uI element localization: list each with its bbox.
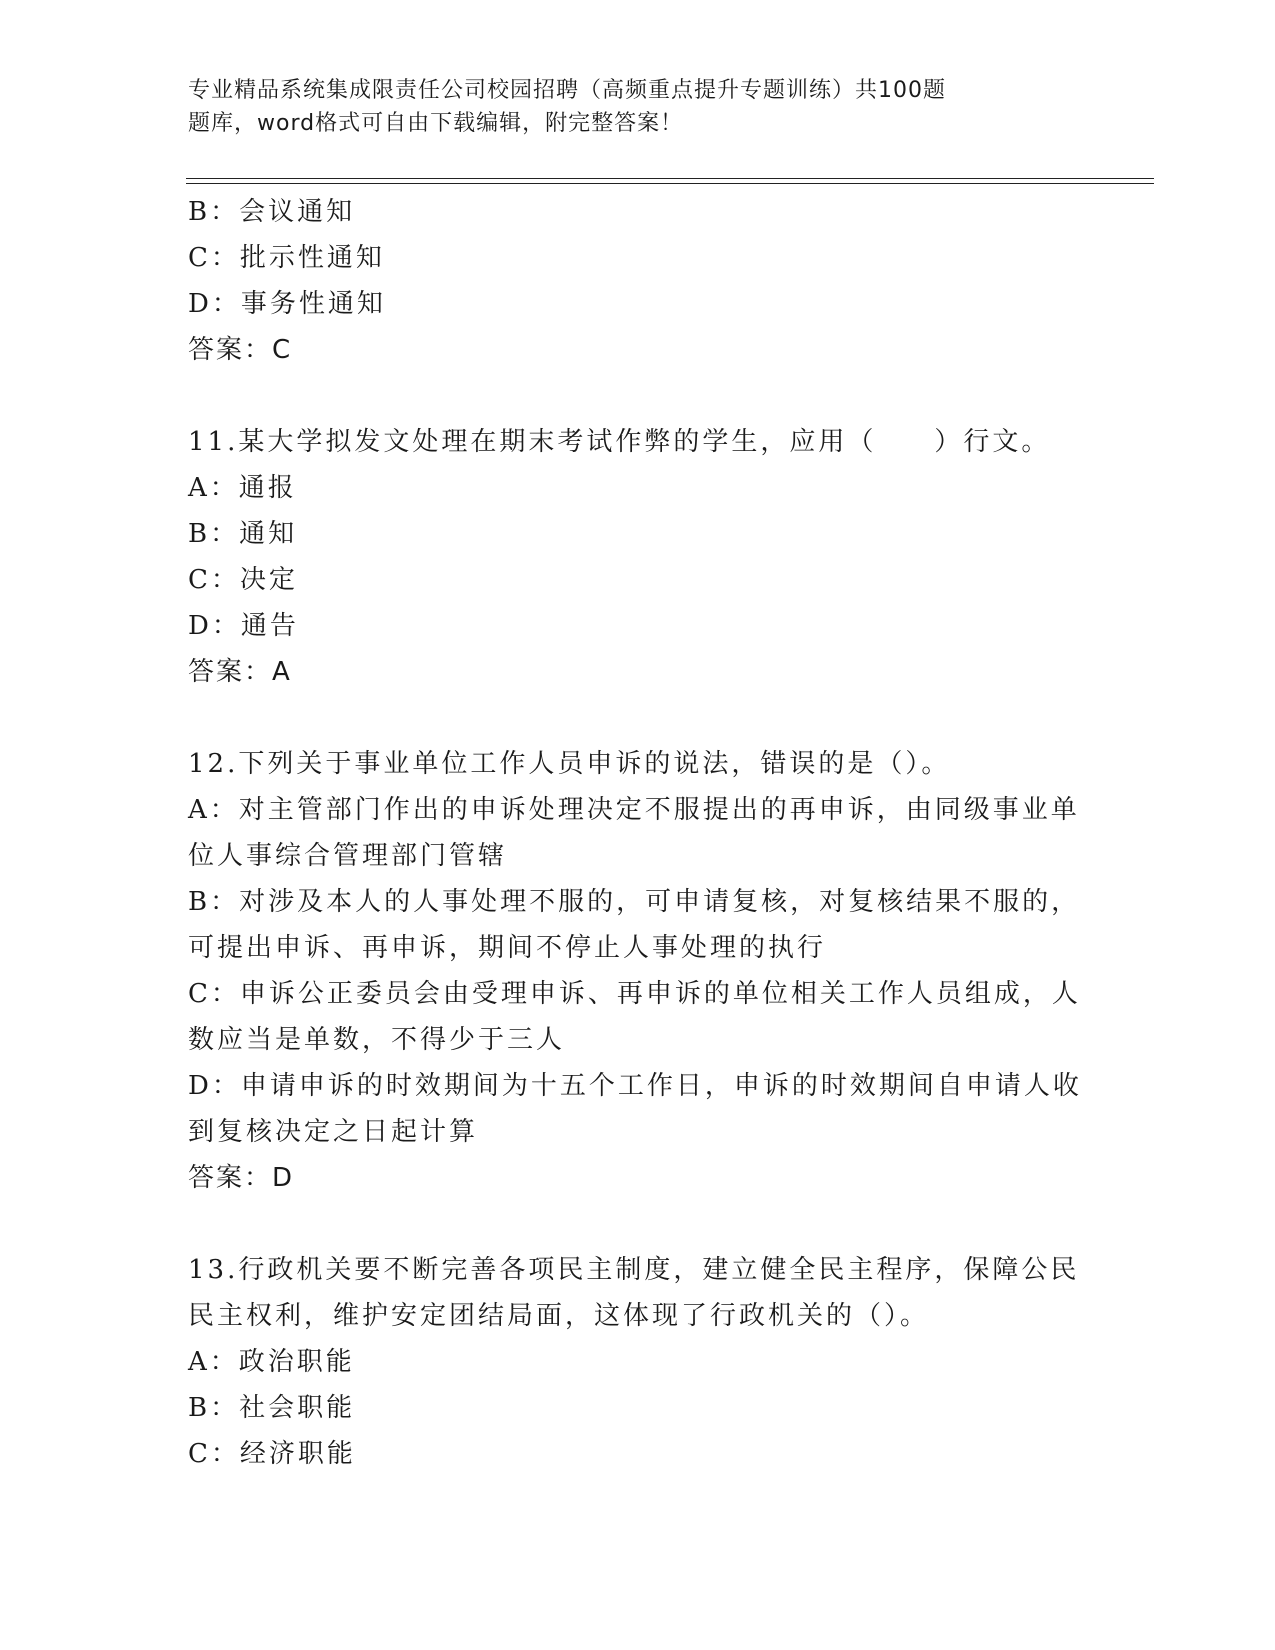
option-b: B：通知	[188, 519, 298, 549]
question-11	[188, 419, 1088, 695]
header-rule-bottom	[186, 183, 1154, 184]
option-c: C：决定	[188, 565, 298, 595]
answer-line: 答案：D	[188, 1163, 295, 1193]
header-line-2: 题库，word格式可自由下载编辑，附完整答案！	[188, 111, 684, 136]
option-a-line-1: A：对主管部门作出的申诉处理决定不服提出的再申诉，由同级事业单	[188, 795, 1080, 825]
answer-line: 答案：C	[188, 335, 293, 365]
question-10-continued	[188, 189, 1088, 373]
option-a: A：政治职能	[188, 1347, 355, 1377]
option-b: B：社会职能	[188, 1393, 356, 1423]
question-content	[188, 189, 1088, 1477]
question-stem-line-1: 13.行政机关要不断完善各项民主制度，建立健全民主程序，保障公民	[188, 1255, 1080, 1285]
option-d: D：事务性通知	[188, 289, 386, 319]
question-12	[188, 741, 1088, 1201]
question-stem-line-2: 民主权利，维护安定团结局面，这体现了行政机关的（）。	[188, 1301, 930, 1331]
question-stem: 11.某大学拟发文处理在期末考试作弊的学生，应用（ ）行文。	[188, 427, 1051, 457]
option-c-line-2: 数应当是单数，不得少于三人	[188, 1025, 566, 1055]
option-d: D：通告	[188, 611, 299, 641]
question-stem: 12.下列关于事业单位工作人员申诉的说法，错误的是（）。	[188, 749, 951, 779]
spacer	[188, 1201, 1088, 1247]
option-b-line-1: B：对涉及本人的人事处理不服的，可申请复核，对复核结果不服的，	[188, 887, 1081, 917]
spacer	[188, 695, 1088, 741]
option-c: C：批示性通知	[188, 243, 385, 273]
spacer	[188, 373, 1088, 419]
option-c: C：经济职能	[188, 1439, 356, 1469]
header-line-1: 专业精品系统集成限责任公司校园招聘（高频重点提升专题训练）共100题	[188, 78, 946, 103]
question-13	[188, 1247, 1088, 1477]
option-b: B：会议通知	[188, 197, 356, 227]
option-b-line-2: 可提出申诉、再申诉，期间不停止人事处理的执行	[188, 933, 827, 963]
answer-line: 答案：A	[188, 657, 292, 687]
option-c-line-1: C：申诉公正委员会由受理申诉、再申诉的单位相关工作人员组成，人	[188, 979, 1081, 1009]
option-a: A：通报	[188, 473, 297, 503]
option-d-line-1: D：申请申诉的时效期间为十五个工作日，申诉的时效期间自申请人收	[188, 1071, 1082, 1101]
option-a-line-2: 位人事综合管理部门管辖	[188, 841, 508, 871]
document-header	[188, 74, 1088, 140]
option-d-line-2: 到复核决定之日起计算	[188, 1117, 479, 1147]
header-rule-top	[186, 178, 1154, 179]
